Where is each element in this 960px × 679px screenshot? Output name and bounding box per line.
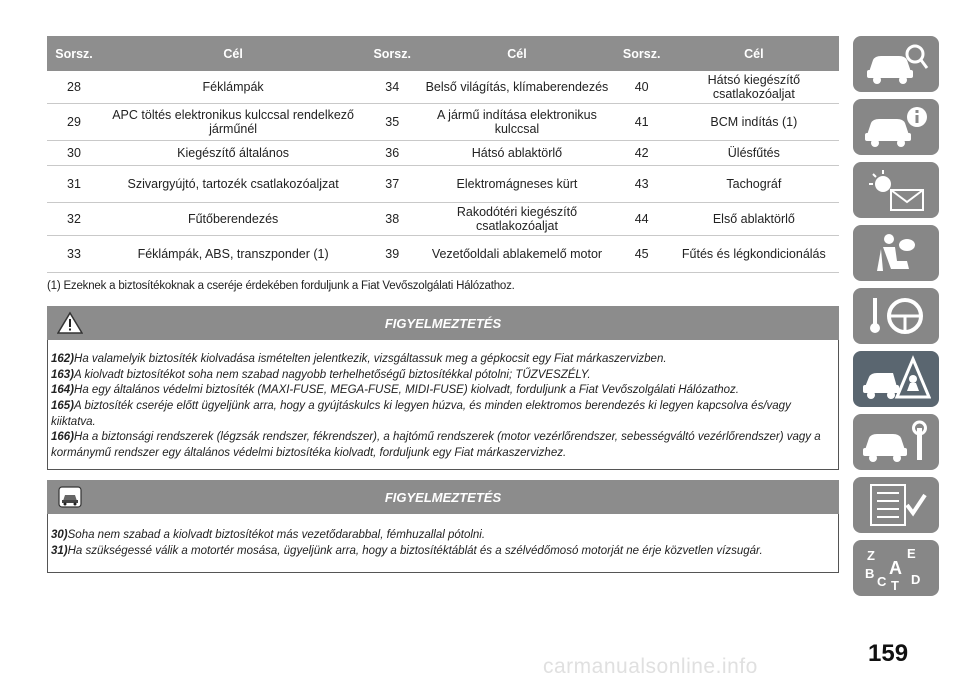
fuse-table [47,36,839,273]
seat-airbag-icon [861,229,931,277]
warning-item-text: A biztosíték cseréje előtt ügyeljünk arra, hogy a gyújtáskulcs ki legyen húzva, és minden elektromos berendezés ki legyen kapcsolva és/vagy kiiktatva. [51,399,791,428]
main-content [47,36,839,573]
warning-item-number: 166) [51,431,75,444]
fuse-number: 43 [615,166,669,203]
watermark: carmanualsonline.info [543,655,758,678]
car-hazard-icon [57,485,83,509]
alphabet-index-icon [861,544,931,592]
warning-item-text: Ha a biztonsági rendszerek (légzsák rendszer, fékrendszer), a hajtómű rendszerek (motor vezérlőrendszer, sebességváltó vezérlőrendszer) vagy a kormánymű rendszer egy általános védelmi biztosítéka kiolvadt, forduljunk egy Fiat márkaszervizhez. [51,431,821,459]
header-cel: Cél [669,36,839,71]
warning-triangle-icon [57,311,83,335]
warning-item [51,399,830,430]
warning-item-number: 162) [51,353,75,365]
car-info-icon [861,103,931,151]
fuse-number: 33 [47,236,101,273]
header-sorsz: Sorsz. [615,36,669,71]
fuse-number: 44 [615,203,669,236]
header-sorsz: Sorsz. [365,36,419,71]
fuse-number: 40 [615,71,669,104]
warning-title: FIGYELMEZTETÉS [384,489,502,505]
warning-header [47,306,839,340]
warning-item-number: 30) [51,529,68,542]
page-number: 159 [868,640,909,667]
fuse-purpose: Kiegészítő általános [101,141,365,166]
fuse-purpose: A jármű indítása elektronikus kulccsal [419,104,614,141]
chapter-tab-technical-data[interactable] [853,477,939,533]
warning-item-text: Soha nem szabad a kiolvadt biztosítékot más vezetődarabbal, fémhuzallal pótolni. [67,529,486,542]
header-cel: Cél [101,36,365,71]
fuse-purpose: Rakodótéri kiegészítő csatlakozóaljat [419,203,614,236]
footnote: (1) Ezeknek a biztosítékoknak a cseréje érdekében forduljunk a Fiat Vevőszolgálati Hálózathoz. [47,280,515,292]
warning-item-number: 31) [51,545,68,557]
warning-box [47,514,839,572]
index-letter: T [891,578,899,592]
chapter-tab-servicing[interactable] [853,414,939,470]
fuse-number: 36 [365,141,419,166]
index-letter: Z [867,548,875,563]
fuse-purpose: Fűtőberendezés [101,203,365,236]
warning-item [51,528,830,544]
fuse-number: 41 [615,104,669,141]
chapter-tab-warning-lights[interactable] [853,162,939,218]
fuse-number: 30 [47,141,101,166]
chapter-tabs [853,36,939,603]
warning-item [51,430,830,461]
index-letter: A [889,558,902,578]
chapter-tab-getting-to-know[interactable] [853,99,939,155]
header-cel: Cél [419,36,614,71]
chapter-tab-in-an-emergency[interactable] [853,351,939,407]
chapter-tab-safety[interactable] [853,225,939,281]
warning-item [51,352,830,368]
header-sorsz: Sorsz. [47,36,101,71]
table-row [47,236,839,273]
fuse-purpose: Vezetőoldali ablakemelő motor [419,236,614,273]
warning-item-number: 163) [51,368,75,381]
fuse-number: 37 [365,166,419,203]
warning-item [51,544,830,560]
fuse-number: 29 [47,104,101,141]
fuse-purpose: Elektromágneses kürt [419,166,614,203]
table-row [47,141,839,166]
warning-item-number: 165) [51,399,75,412]
fuse-purpose: Szivargyújtó, tartozék csatlakozóaljzat [101,166,365,203]
fuse-number: 32 [47,203,101,236]
chapter-tab-index[interactable] [853,540,939,596]
fuse-purpose: Ülésfűtés [669,141,839,166]
fuse-number: 38 [365,203,419,236]
warning-title: FIGYELMEZTETÉS [384,315,502,331]
fuse-purpose: Féklámpák [101,71,365,104]
fuse-number: 42 [615,141,669,166]
warning-item-text: Ha egy általános védelmi biztosíték (MAXI-FUSE, MEGA-FUSE, MIDI-FUSE) kiolvadt, forduljunk a Fiat Vevőszolgálati Hálózathoz. [74,384,739,397]
warning-item-text: A kiolvadt biztosítékot soha nem szabad nagyobb terhelhetőségű biztosítékkal pótolni; TŰZVESZÉLY. [74,368,591,381]
chapter-tab-dashboard[interactable] [853,36,939,92]
fuse-purpose: APC töltés elektronikus kulccsal rendelkező járműnél [101,104,365,141]
table-row [47,71,839,104]
fuse-purpose: Tachográf [669,166,839,203]
fuse-purpose: BCM indítás (1) [669,104,839,141]
table-row [47,104,839,141]
warning-box [47,340,839,470]
fuse-purpose: Hátsó ablaktörlő [419,141,614,166]
fuse-purpose: Fűtés és légkondicionálás [669,236,839,273]
index-letter: C [877,574,887,589]
fuse-number: 45 [615,236,669,273]
fuse-purpose: Hátsó kiegészítő csatlakozóaljat [669,71,839,104]
car-search-icon [861,40,931,88]
fuse-number: 28 [47,71,101,104]
warning-item [51,383,830,399]
warning-item [51,368,830,384]
checklist-icon [861,481,931,529]
table-header-row [47,36,839,71]
fuse-purpose: Első ablaktörlő [669,203,839,236]
car-wrench-icon [861,418,931,466]
fuse-purpose: Féklámpák, ABS, transzponder (1) [101,236,365,273]
fuse-number: 34 [365,71,419,104]
fuse-purpose: Belső világítás, klímaberendezés [419,71,614,104]
fuse-number: 39 [365,236,419,273]
fuse-number: 31 [47,166,101,203]
warning-item-text: Ha valamelyik biztosíték kiolvadása ismételten jelentkezik, vizsgáltassuk meg a gépkocsit egy Fiat márkaszervizben. [74,353,667,365]
warning-header [47,480,839,514]
table-row [47,203,839,236]
car-warning-icon [861,355,931,403]
table-row [47,166,839,203]
key-steering-wheel-icon [861,292,931,340]
fuse-number: 35 [365,104,419,141]
chapter-tab-starting-driving[interactable] [853,288,939,344]
index-letter: B [865,566,875,581]
light-mail-icon [861,166,931,214]
warning-item-number: 164) [51,384,75,397]
index-letter: E [907,546,916,561]
warning-item-text: Ha szükségessé válik a motortér mosása, ügyeljünk arra, hogy a biztosítéktáblát és a szélvédőmosó motorját ne érje közvetlen vízsugár. [67,545,763,557]
index-letter: D [911,572,921,587]
